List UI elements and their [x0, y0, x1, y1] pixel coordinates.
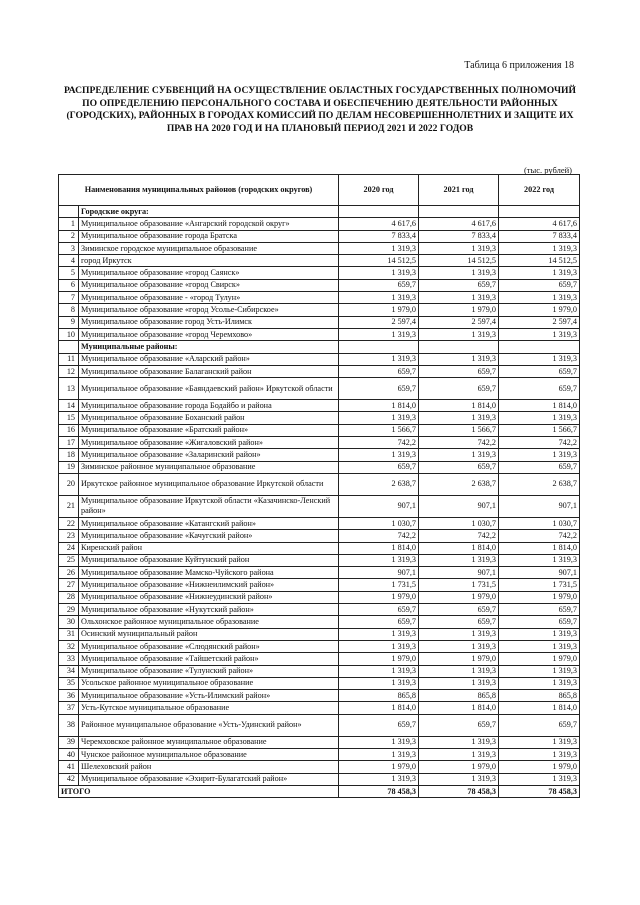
value-2020: 865,8 — [339, 690, 419, 702]
column-header-2020: 2020 год — [339, 175, 419, 206]
value-2021: 742,2 — [419, 437, 499, 449]
value-2021: 907,1 — [419, 567, 499, 579]
value-2021: 1 030,7 — [419, 517, 499, 529]
row-number: 32 — [59, 640, 79, 652]
municipality-name: Муниципальное образование Боханский район — [79, 412, 339, 424]
value-2021: 907,1 — [419, 495, 499, 517]
row-number: 23 — [59, 530, 79, 542]
municipality-name: Муниципальное образование «Нукутский район» — [79, 604, 339, 616]
value-2022: 659,7 — [499, 616, 580, 628]
value-2021: 1 979,0 — [419, 761, 499, 773]
municipality-name: Муниципальное образование «Качугский район» — [79, 530, 339, 542]
table-row — [59, 690, 580, 702]
value-2021: 865,8 — [419, 690, 499, 702]
table-row — [59, 292, 580, 304]
value-2022: 1 319,3 — [499, 628, 580, 640]
table-row — [59, 591, 580, 603]
value-2020: 1 319,3 — [339, 292, 419, 304]
value-2021: 1 814,0 — [419, 542, 499, 554]
value-2022: 1 979,0 — [499, 761, 580, 773]
value-2020: 1 319,3 — [339, 628, 419, 640]
table-row — [59, 353, 580, 365]
value-2020: 7 833,4 — [339, 230, 419, 242]
row-number: 29 — [59, 604, 79, 616]
table-row — [59, 604, 580, 616]
value-2020: 1 814,0 — [339, 400, 419, 412]
column-header-2022: 2022 год — [499, 175, 580, 206]
table-row — [59, 267, 580, 279]
row-number: 39 — [59, 736, 79, 748]
value-2020: 1 319,3 — [339, 640, 419, 652]
value-2020: 659,7 — [339, 461, 419, 473]
value-2021: 1 319,3 — [419, 748, 499, 760]
municipality-name: Муниципальное образование «город Свирск» — [79, 279, 339, 291]
row-number: 36 — [59, 690, 79, 702]
value-2022: 2 597,4 — [499, 316, 580, 328]
row-number: 37 — [59, 702, 79, 714]
row-number: 3 — [59, 242, 79, 254]
value-2021: 1 319,3 — [419, 242, 499, 254]
table-row — [59, 365, 580, 377]
value-2020: 1 319,3 — [339, 267, 419, 279]
value-2021: 1 319,3 — [419, 640, 499, 652]
municipality-name: Муниципальное образование «Баяндаевский район» Иркутской области — [79, 378, 339, 400]
municipality-name: Ольхонское районное муниципальное образование — [79, 616, 339, 628]
subsidy-table — [58, 174, 580, 798]
value-2022: 659,7 — [499, 279, 580, 291]
value-2022: 659,7 — [499, 378, 580, 400]
municipality-name: Усольское районное муниципальное образование — [79, 677, 339, 689]
value-2022: 1 319,3 — [499, 736, 580, 748]
value-2020: 659,7 — [339, 378, 419, 400]
value-2022: 4 617,6 — [499, 218, 580, 230]
row-number: 14 — [59, 400, 79, 412]
municipality-name: Муниципальное образование города Братска — [79, 230, 339, 242]
value-2022: 659,7 — [499, 604, 580, 616]
value-2022: 1 319,3 — [499, 328, 580, 340]
value-2022: 1 814,0 — [499, 702, 580, 714]
table-row — [59, 530, 580, 542]
column-header-name: Наименования муниципальных районов (городских округов) — [59, 175, 339, 206]
table-row — [59, 554, 580, 566]
municipality-name: Муниципальное образование «Слюдянский район» — [79, 640, 339, 652]
row-number: 30 — [59, 616, 79, 628]
value-2021: 659,7 — [419, 365, 499, 377]
value-2020: 659,7 — [339, 604, 419, 616]
row-number: 35 — [59, 677, 79, 689]
value-2022: 907,1 — [499, 567, 580, 579]
municipality-name: Муниципальное образование «Нижнеилимский район» — [79, 579, 339, 591]
value-2021: 659,7 — [419, 279, 499, 291]
row-number: 12 — [59, 365, 79, 377]
value-2021: 1 814,0 — [419, 400, 499, 412]
row-number: 2 — [59, 230, 79, 242]
row-number: 6 — [59, 279, 79, 291]
value-2022: 14 512,5 — [499, 255, 580, 267]
municipality-name: Чунское районное муниципальное образование — [79, 748, 339, 760]
value-2020: 742,2 — [339, 437, 419, 449]
value-2021: 14 512,5 — [419, 255, 499, 267]
value-2020: 659,7 — [339, 714, 419, 736]
table-row — [59, 653, 580, 665]
value-2021: 1 319,3 — [419, 773, 499, 785]
value-2020: 907,1 — [339, 495, 419, 517]
value-2020: 1 030,7 — [339, 517, 419, 529]
value-2020: 1 979,0 — [339, 304, 419, 316]
value-2021: 1 814,0 — [419, 702, 499, 714]
value-2022: 659,7 — [499, 461, 580, 473]
value-2022: 1 731,5 — [499, 579, 580, 591]
column-header-2021: 2021 год — [419, 175, 499, 206]
table-row — [59, 461, 580, 473]
table-row — [59, 616, 580, 628]
municipality-name: Муниципальное образование «Эхирит-Булагатский район» — [79, 773, 339, 785]
value-2020: 14 512,5 — [339, 255, 419, 267]
row-number: 13 — [59, 378, 79, 400]
value-2022: 1 319,3 — [499, 353, 580, 365]
table-row — [59, 255, 580, 267]
table-row — [59, 424, 580, 436]
total-2022: 78 458,3 — [499, 785, 580, 797]
table-row — [59, 400, 580, 412]
section-row-districts — [59, 341, 580, 353]
table-row — [59, 242, 580, 254]
table-row — [59, 748, 580, 760]
value-2021: 1 319,3 — [419, 328, 499, 340]
row-number: 9 — [59, 316, 79, 328]
value-2022: 1 319,3 — [499, 412, 580, 424]
value-2020: 1 979,0 — [339, 653, 419, 665]
row-number: 28 — [59, 591, 79, 603]
value-2022: 1 566,7 — [499, 424, 580, 436]
table-row — [59, 542, 580, 554]
row-number: 41 — [59, 761, 79, 773]
municipality-name: Черемховское районное муниципальное образование — [79, 736, 339, 748]
value-2020: 659,7 — [339, 365, 419, 377]
row-number: 22 — [59, 517, 79, 529]
row-number: 15 — [59, 412, 79, 424]
value-2021: 2 597,4 — [419, 316, 499, 328]
row-number: 31 — [59, 628, 79, 640]
section-row-urban — [59, 206, 580, 218]
row-number: 26 — [59, 567, 79, 579]
row-number: 10 — [59, 328, 79, 340]
row-number: 38 — [59, 714, 79, 736]
municipality-name: Муниципальное образование «Катангский район» — [79, 517, 339, 529]
value-2020: 1 319,3 — [339, 773, 419, 785]
value-2021: 2 638,7 — [419, 473, 499, 495]
table-row — [59, 761, 580, 773]
value-2021: 7 833,4 — [419, 230, 499, 242]
value-2021: 1 979,0 — [419, 304, 499, 316]
value-2022: 1 979,0 — [499, 653, 580, 665]
total-row — [59, 785, 580, 797]
value-2022: 1 319,3 — [499, 292, 580, 304]
value-2022: 1 319,3 — [499, 773, 580, 785]
row-number: 21 — [59, 495, 79, 517]
municipality-name: Усть-Кутское муниципальное образование — [79, 702, 339, 714]
table-row — [59, 714, 580, 736]
table-reference: Таблица 6 приложения 18 — [464, 60, 574, 71]
table-row — [59, 495, 580, 517]
value-2021: 1 319,3 — [419, 267, 499, 279]
table-row — [59, 412, 580, 424]
value-2020: 1 319,3 — [339, 412, 419, 424]
value-2021: 742,2 — [419, 530, 499, 542]
value-2021: 1 566,7 — [419, 424, 499, 436]
value-2020: 2 597,4 — [339, 316, 419, 328]
table-row — [59, 677, 580, 689]
row-number: 33 — [59, 653, 79, 665]
row-number: 24 — [59, 542, 79, 554]
municipality-name: Муниципальное образование «Усть-Илимский район» — [79, 690, 339, 702]
total-label: ИТОГО — [59, 785, 339, 797]
table-row — [59, 702, 580, 714]
value-2020: 1 319,3 — [339, 242, 419, 254]
row-number: 18 — [59, 449, 79, 461]
municipality-name: Иркутское районное муниципальное образование Иркутской области — [79, 473, 339, 495]
value-2021: 659,7 — [419, 616, 499, 628]
value-2022: 2 638,7 — [499, 473, 580, 495]
value-2020: 2 638,7 — [339, 473, 419, 495]
table-row — [59, 328, 580, 340]
table-row — [59, 640, 580, 652]
value-2020: 659,7 — [339, 616, 419, 628]
value-2020: 1 319,3 — [339, 328, 419, 340]
value-2022: 1 814,0 — [499, 542, 580, 554]
row-number: 11 — [59, 353, 79, 365]
value-2020: 1 979,0 — [339, 591, 419, 603]
municipality-name: Муниципальное образование «Братский район» — [79, 424, 339, 436]
value-2022: 1 319,3 — [499, 242, 580, 254]
document-title: РАСПРЕДЕЛЕНИЕ СУБВЕНЦИЙ НА ОСУЩЕСТВЛЕНИЕ ОБЛАСТНЫХ ГОСУДАРСТВЕННЫХ ПОЛНОМОЧИЙ ПО ОПРЕДЕЛЕНИЮ ПЕРСОНАЛЬНОГО СОСТАВА И ОБЕСПЕЧЕНИЮ ДЕЯТЕЛЬНОСТИ РАЙОННЫХ (ГОРОДСКИХ), РАЙОННЫХ В ГОРОДАХ КОМИССИЙ ПО ДЕЛАМ НЕСОВЕРШЕННОЛЕТНИХ И ЗАЩИТЕ ИХ ПРАВ НА 2020 ГОД И НА ПЛАНОВЫЙ ПЕРИОД 2021 И 2022 ГОДОВ — [64, 85, 576, 134]
value-2021: 1 319,3 — [419, 353, 499, 365]
row-number: 19 — [59, 461, 79, 473]
value-2022: 1 319,3 — [499, 677, 580, 689]
municipality-name: Шелеховский район — [79, 761, 339, 773]
municipality-name: Зиминское районное муниципальное образование — [79, 461, 339, 473]
value-2021: 1 731,5 — [419, 579, 499, 591]
municipality-name: Муниципальное образование Мамско-Чуйского района — [79, 567, 339, 579]
table-row — [59, 230, 580, 242]
table-row — [59, 736, 580, 748]
value-2022: 7 833,4 — [499, 230, 580, 242]
value-2022: 1 319,3 — [499, 748, 580, 760]
row-number: 5 — [59, 267, 79, 279]
municipality-name: Районное муниципальное образование «Усть-Удинский район» — [79, 714, 339, 736]
row-number: 20 — [59, 473, 79, 495]
municipality-name: Муниципальное образование «Тулунский район» — [79, 665, 339, 677]
value-2022: 742,2 — [499, 437, 580, 449]
value-2020: 1 319,3 — [339, 449, 419, 461]
row-number: 34 — [59, 665, 79, 677]
value-2022: 1 030,7 — [499, 517, 580, 529]
value-2022: 1 979,0 — [499, 591, 580, 603]
municipality-name: Муниципальное образование «Ангарский городской округ» — [79, 218, 339, 230]
section-label: Городские округа: — [79, 206, 339, 218]
value-2020: 1 319,3 — [339, 748, 419, 760]
row-number: 27 — [59, 579, 79, 591]
municipality-name: Муниципальное образование город Усть-Илимск — [79, 316, 339, 328]
municipality-name: Зиминское городское муниципальное образование — [79, 242, 339, 254]
table-header-row — [59, 175, 580, 206]
value-2020: 659,7 — [339, 279, 419, 291]
table-row — [59, 218, 580, 230]
row-number: 16 — [59, 424, 79, 436]
table-row — [59, 773, 580, 785]
row-number: 17 — [59, 437, 79, 449]
municipality-name: город Иркутск — [79, 255, 339, 267]
total-2021: 78 458,3 — [419, 785, 499, 797]
municipality-name: Муниципальное образование «город Усолье-Сибирское» — [79, 304, 339, 316]
value-2022: 659,7 — [499, 714, 580, 736]
value-2022: 1 319,3 — [499, 554, 580, 566]
value-2021: 659,7 — [419, 714, 499, 736]
table-row — [59, 665, 580, 677]
municipality-name: Муниципальное образование «город Саянск» — [79, 267, 339, 279]
municipality-name: Муниципальное образование «Аларский район» — [79, 353, 339, 365]
value-2022: 1 814,0 — [499, 400, 580, 412]
table-row — [59, 517, 580, 529]
value-2022: 1 319,3 — [499, 665, 580, 677]
value-2020: 1 731,5 — [339, 579, 419, 591]
value-2022: 1 319,3 — [499, 449, 580, 461]
municipality-name: Муниципальное образование «город Черемхово» — [79, 328, 339, 340]
value-2021: 1 319,3 — [419, 677, 499, 689]
table-row — [59, 567, 580, 579]
value-2022: 1 979,0 — [499, 304, 580, 316]
value-2020: 1 814,0 — [339, 542, 419, 554]
row-number: 7 — [59, 292, 79, 304]
value-2021: 1 319,3 — [419, 628, 499, 640]
municipality-name: Муниципальное образование Куйтунский район — [79, 554, 339, 566]
value-2021: 659,7 — [419, 461, 499, 473]
value-2020: 4 617,6 — [339, 218, 419, 230]
value-2021: 1 979,0 — [419, 591, 499, 603]
value-2020: 1 319,3 — [339, 554, 419, 566]
value-2021: 4 617,6 — [419, 218, 499, 230]
table-row — [59, 378, 580, 400]
total-2020: 78 458,3 — [339, 785, 419, 797]
value-2021: 1 319,3 — [419, 665, 499, 677]
municipality-name: Муниципальное образование - «город Тулун» — [79, 292, 339, 304]
value-2021: 1 319,3 — [419, 292, 499, 304]
municipality-name: Муниципальное образование «Нижнеудинский район» — [79, 591, 339, 603]
municipality-name: Муниципальное образование «Жигаловский район» — [79, 437, 339, 449]
section-label: Муниципальные районы: — [79, 341, 339, 353]
value-2020: 1 814,0 — [339, 702, 419, 714]
row-number: 25 — [59, 554, 79, 566]
value-2020: 1 566,7 — [339, 424, 419, 436]
table-row — [59, 279, 580, 291]
value-2021: 1 319,3 — [419, 449, 499, 461]
unit-label: (тыс. рублей) — [523, 165, 572, 175]
value-2020: 1 319,3 — [339, 677, 419, 689]
table-row — [59, 304, 580, 316]
municipality-name: Осинский муниципальный район — [79, 628, 339, 640]
value-2020: 907,1 — [339, 567, 419, 579]
municipality-name: Муниципальное образование Балаганский район — [79, 365, 339, 377]
value-2021: 1 319,3 — [419, 736, 499, 748]
row-number: 4 — [59, 255, 79, 267]
value-2020: 1 979,0 — [339, 761, 419, 773]
table-row — [59, 449, 580, 461]
table-row — [59, 628, 580, 640]
value-2021: 1 319,3 — [419, 554, 499, 566]
value-2020: 1 319,3 — [339, 353, 419, 365]
value-2021: 1 319,3 — [419, 412, 499, 424]
table-row — [59, 473, 580, 495]
municipality-name: Муниципальное образование «Заларинский район» — [79, 449, 339, 461]
municipality-name: Муниципальное образование «Тайшетский район» — [79, 653, 339, 665]
municipality-name: Муниципальное образование Иркутской области «Казачинско-Ленский район» — [79, 495, 339, 517]
row-number: 42 — [59, 773, 79, 785]
row-number: 8 — [59, 304, 79, 316]
table-row — [59, 579, 580, 591]
municipality-name: Киренский район — [79, 542, 339, 554]
row-number: 40 — [59, 748, 79, 760]
row-number: 1 — [59, 218, 79, 230]
value-2020: 1 319,3 — [339, 736, 419, 748]
value-2022: 659,7 — [499, 365, 580, 377]
table-row — [59, 316, 580, 328]
value-2022: 1 319,3 — [499, 267, 580, 279]
value-2022: 907,1 — [499, 495, 580, 517]
value-2022: 742,2 — [499, 530, 580, 542]
value-2020: 742,2 — [339, 530, 419, 542]
table-row — [59, 437, 580, 449]
value-2020: 1 319,3 — [339, 665, 419, 677]
value-2022: 1 319,3 — [499, 640, 580, 652]
value-2021: 1 979,0 — [419, 653, 499, 665]
municipality-name: Муниципальное образование города Бодайбо и района — [79, 400, 339, 412]
value-2021: 659,7 — [419, 378, 499, 400]
value-2021: 659,7 — [419, 604, 499, 616]
value-2022: 865,8 — [499, 690, 580, 702]
table-body — [59, 206, 580, 798]
